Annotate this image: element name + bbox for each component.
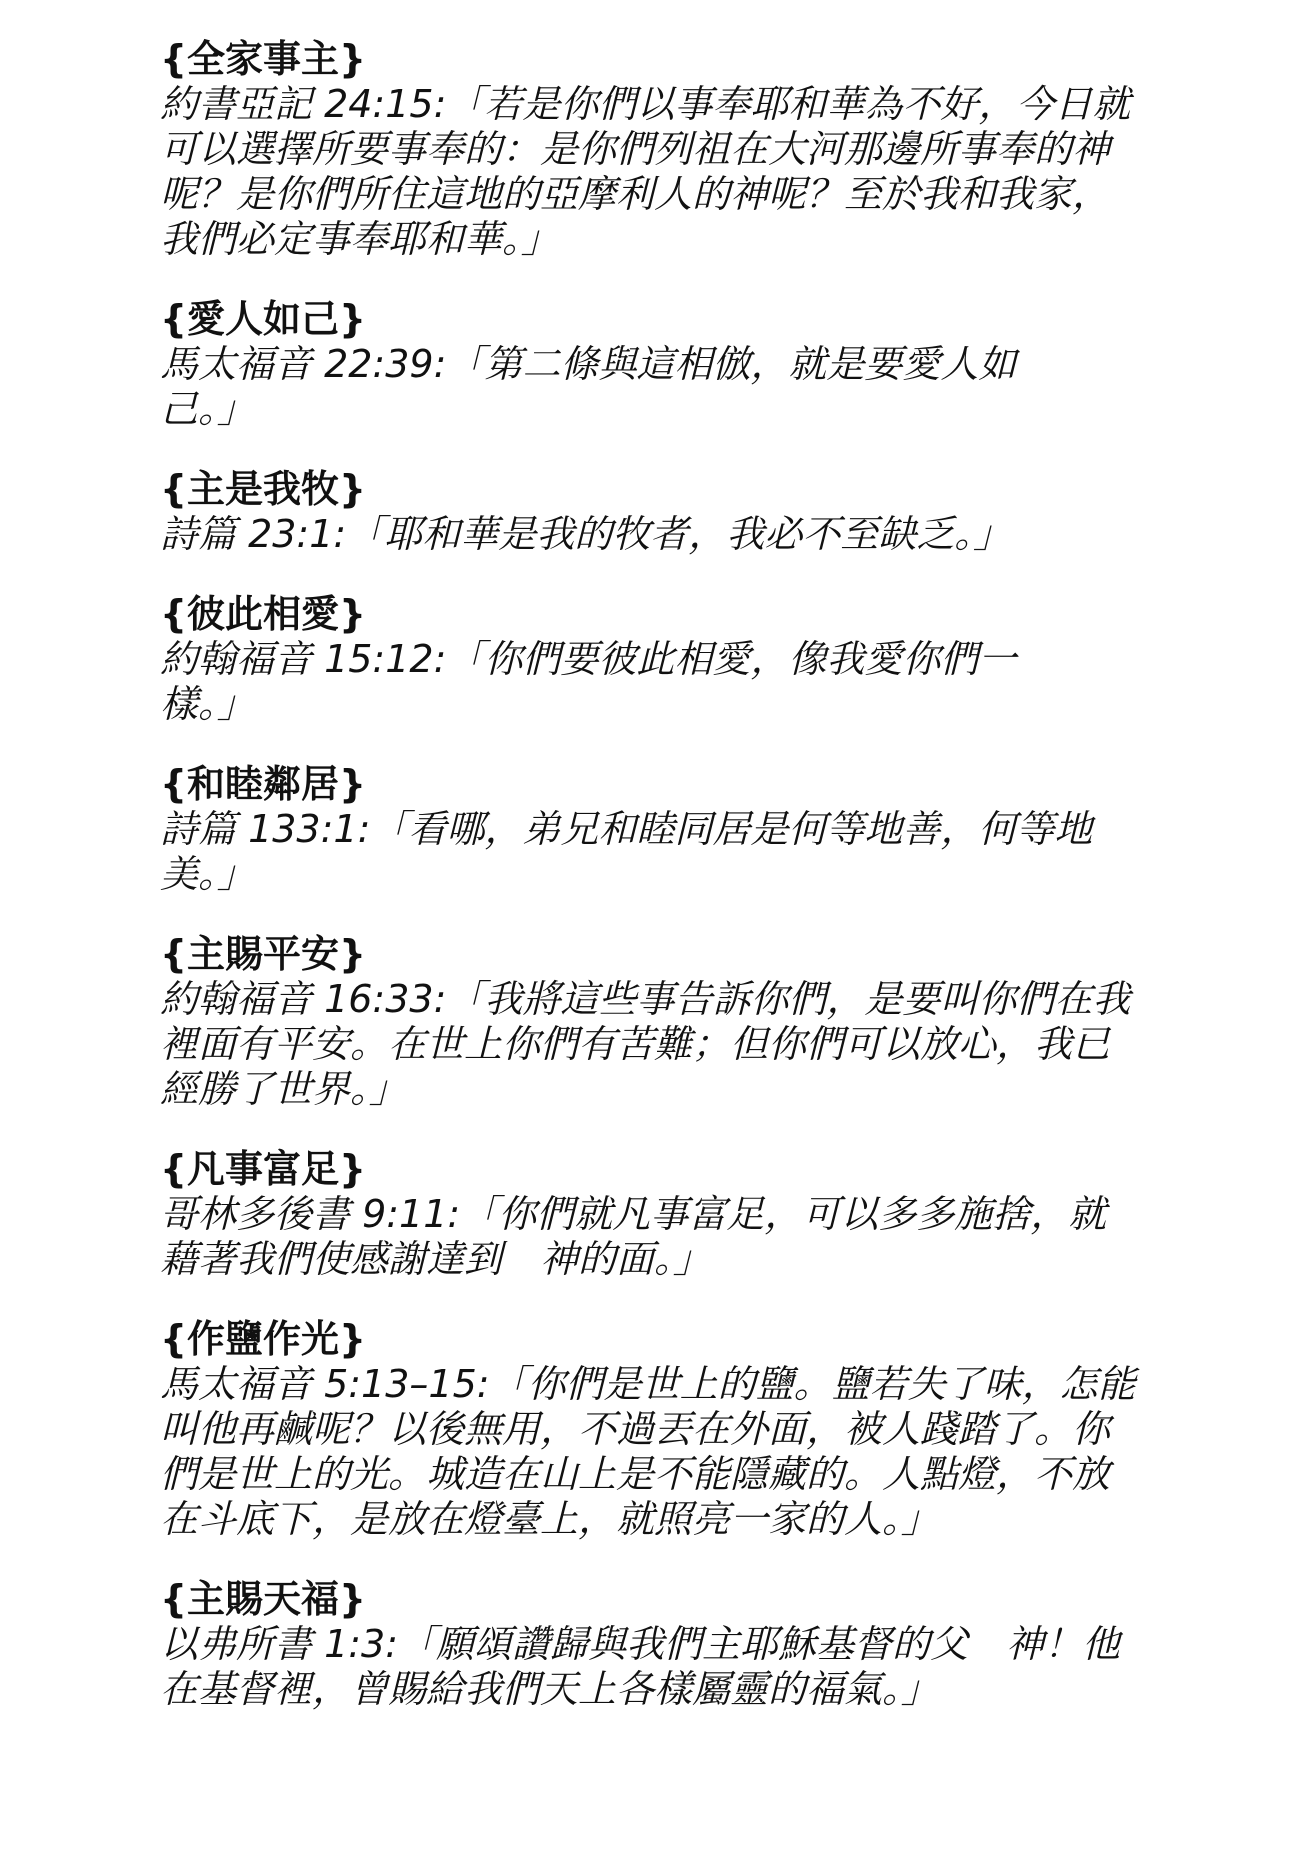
verse-text: 約翰福音 15:12:「你們要彼此相愛，像我愛你們一 樣。」 <box>160 637 1017 726</box>
verse-text: 以弗所書 1:3:「願頌讚歸與我們主耶穌基督的父 神！他 在基督裡，曾賜給我們天上各樣屬靈的福氣。」 <box>160 1622 1121 1711</box>
verse-section <box>160 591 1160 727</box>
verse-section <box>160 36 1160 262</box>
section-heading: {愛人如己} <box>160 297 367 341</box>
section-heading: {主賜天福} <box>160 1577 367 1621</box>
section-heading: {凡事富足} <box>160 1147 367 1191</box>
verse-text: 約書亞記 24:15:「若是你們以事奉耶和華為不好，今日就 可以選擇所要事奉的：是你們列祖在大河那邊所事奉的神 呢？是你們所住這地的亞摩利人的神呢？至於我和我家， 我們必定事奉耶和華。」 <box>160 82 1131 261</box>
section-heading: {和睦鄰居} <box>160 762 367 806</box>
verse-text: 哥林多後書 9:11:「你們就凡事富足，可以多多施捨，就 藉著我們使感謝達到 神的面。」 <box>160 1192 1107 1281</box>
verse-section <box>160 466 1160 557</box>
verse-text: 詩篇 133:1:「看哪，弟兄和睦同居是何等地善，何等地 美。」 <box>160 807 1093 896</box>
verse-text: 詩篇 23:1:「耶和華是我的牧者，我必不至缺乏。」 <box>160 512 1012 556</box>
verse-text: 約翰福音 16:33:「我將這些事告訴你們，是要叫你們在我 裡面有平安。在世上你們有苦難；但你們可以放心，我已 經勝了世界。」 <box>160 977 1131 1111</box>
section-heading: {彼此相愛} <box>160 592 367 636</box>
section-heading: {作鹽作光} <box>160 1317 367 1361</box>
verse-section <box>160 296 1160 432</box>
verse-section <box>160 931 1160 1112</box>
section-heading: {全家事主} <box>160 37 367 81</box>
section-heading: {主是我牧} <box>160 467 367 511</box>
verse-list <box>160 36 1160 1746</box>
section-heading: {主賜平安} <box>160 932 367 976</box>
verse-section <box>160 1146 1160 1282</box>
verse-section <box>160 1576 1160 1712</box>
verse-text: 馬太福音 5:13–15:「你們是世上的鹽。鹽若失了味，怎能 叫他再鹹呢？以後無用，不過丟在外面，被人踐踏了。你 們是世上的光。城造在山上是不能隱藏的。人點燈，不放 在斗底下，是放在燈臺上，就照亮一家的人。」 <box>160 1362 1136 1541</box>
verse-section <box>160 1316 1160 1542</box>
verse-section <box>160 761 1160 897</box>
verse-text: 馬太福音 22:39:「第二條與這相倣，就是要愛人如 己。」 <box>160 342 1017 431</box>
